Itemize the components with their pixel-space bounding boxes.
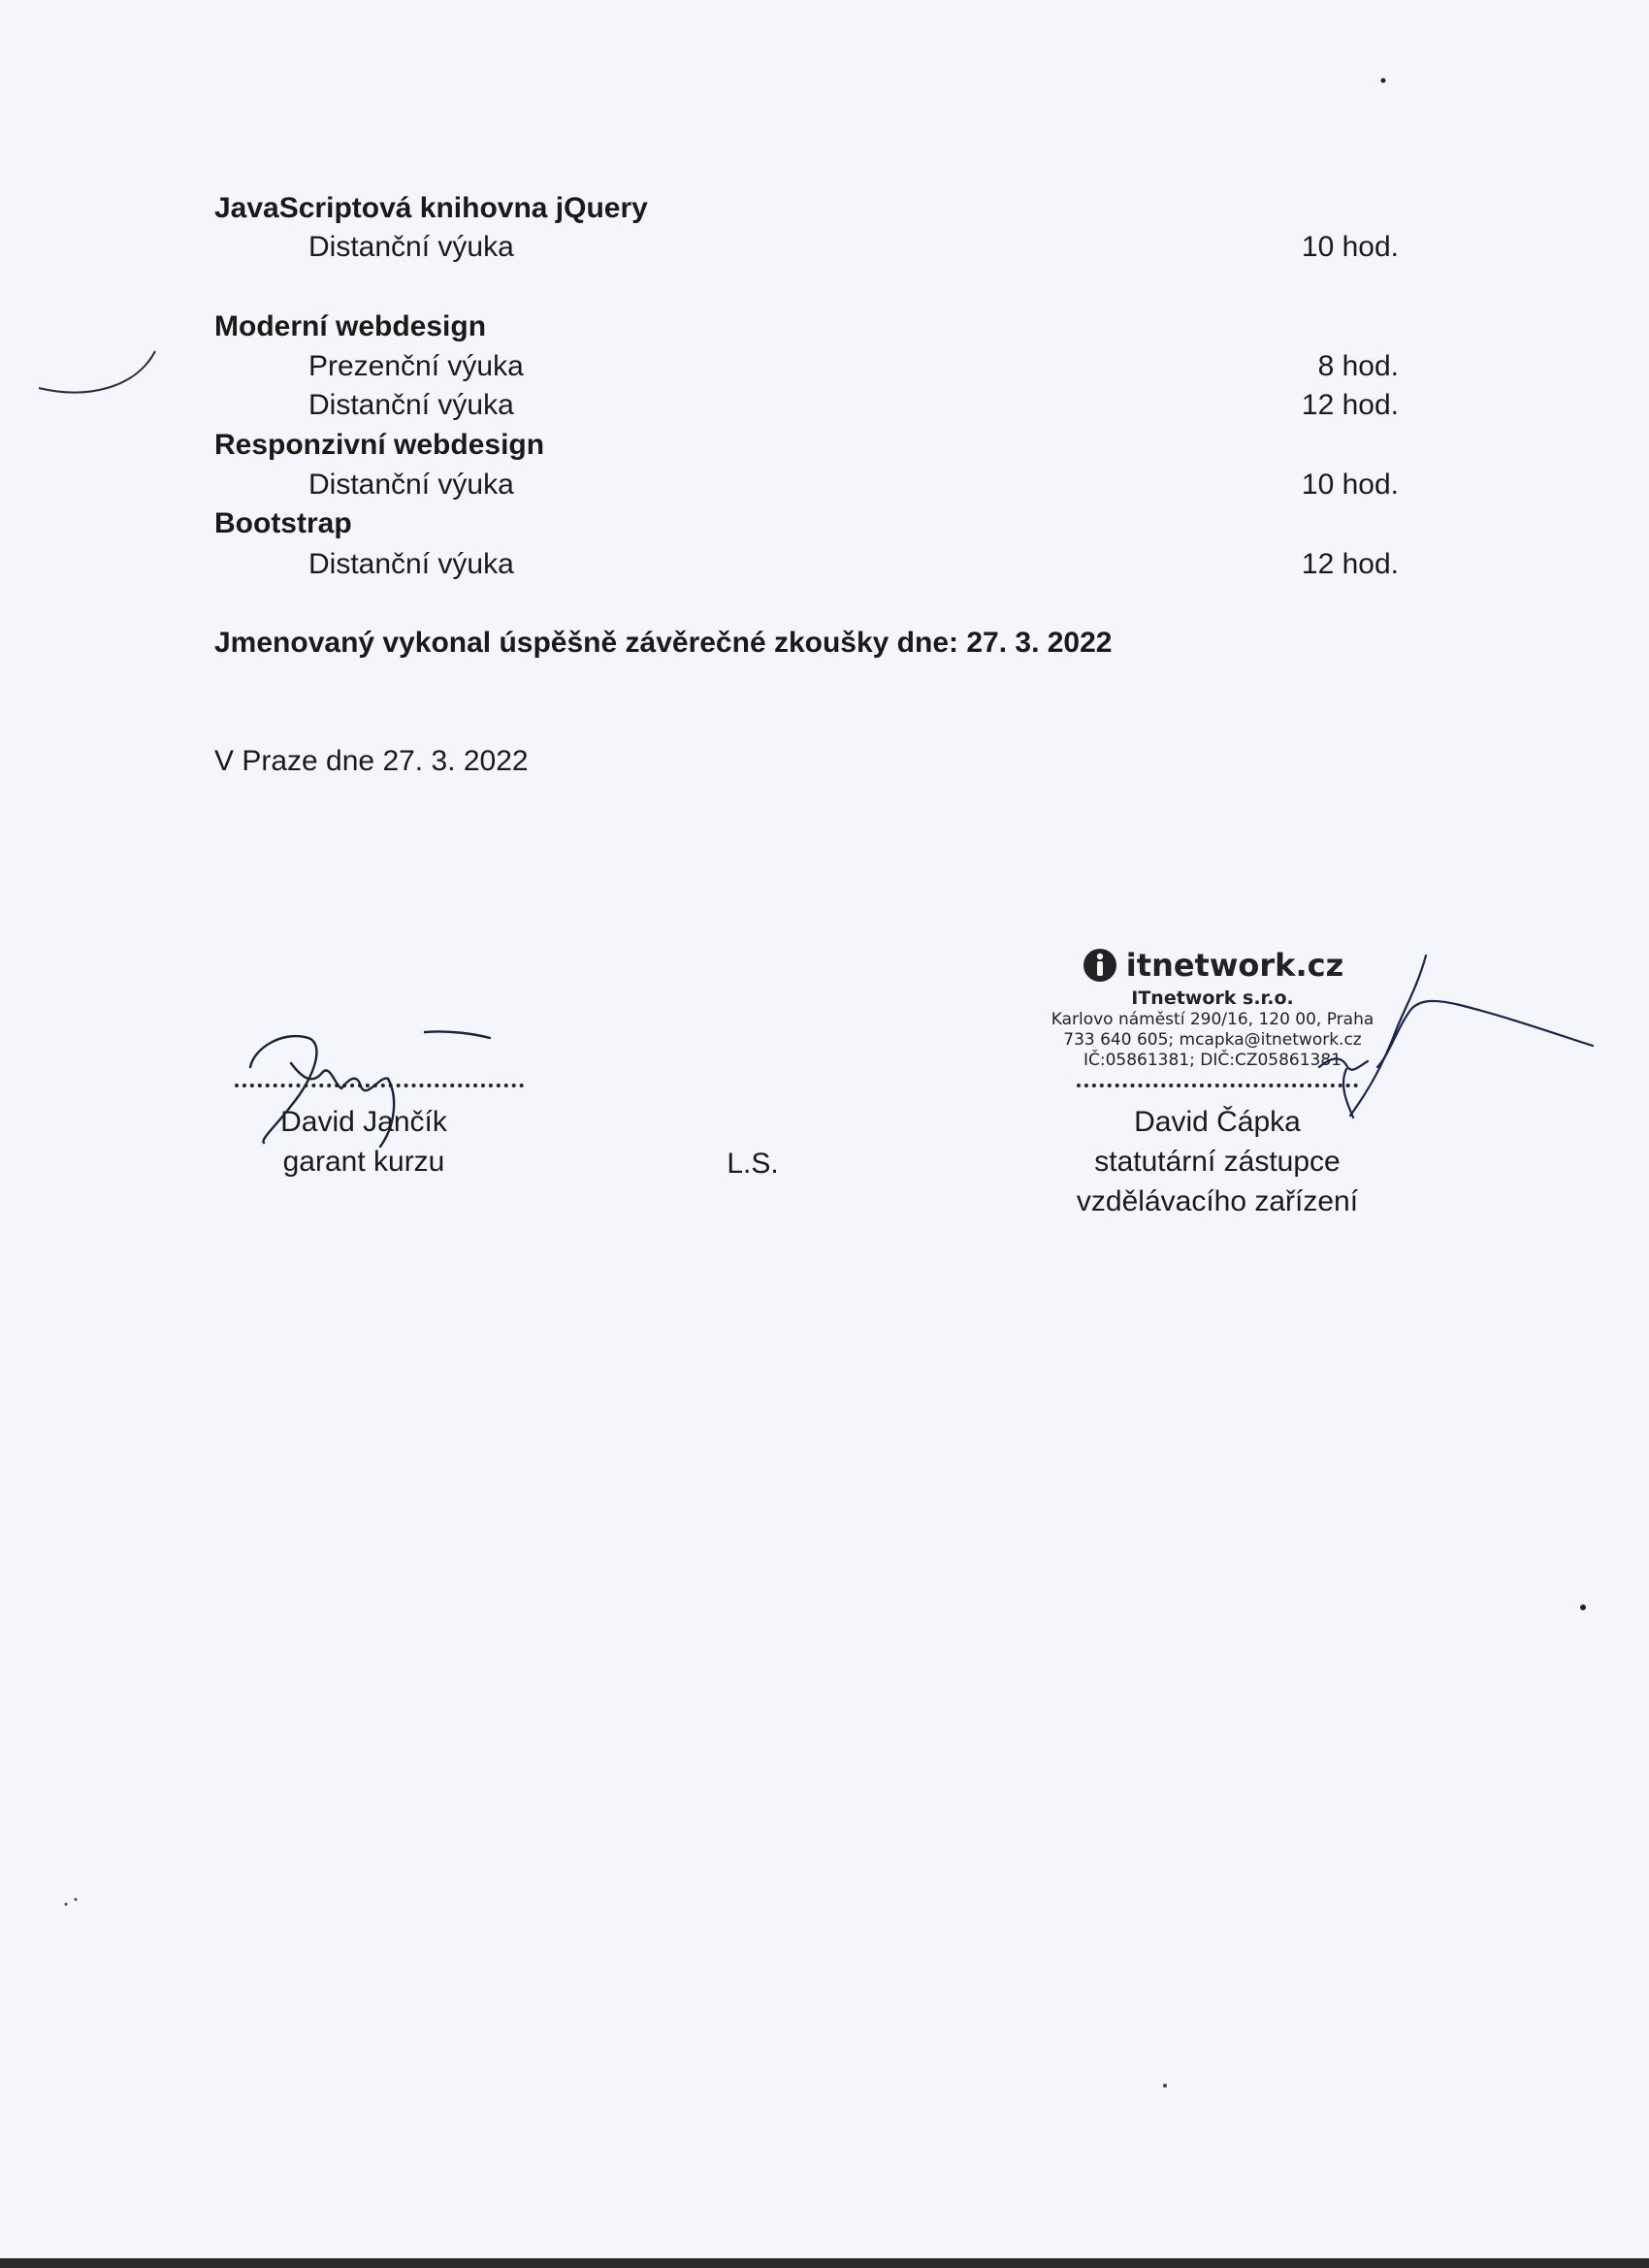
exam-statement: Jmenovaný vykonal úspěšně závěrečné zkoušky dne: 27. 3. 2022 bbox=[214, 627, 1113, 659]
row-label: Distanční výuka bbox=[308, 389, 514, 421]
row-label: Prezenční výuka bbox=[308, 350, 524, 382]
row-label: Distanční výuka bbox=[308, 469, 514, 501]
left-handwritten-signature bbox=[250, 1031, 490, 1147]
row-hours: 12 hod. bbox=[1301, 389, 1399, 421]
scan-bottom-edge bbox=[0, 2258, 1649, 2268]
stamp-contact: 733 640 605; mcapka@itnetwork.cz bbox=[1063, 1030, 1362, 1050]
margin-pen-stroke bbox=[39, 351, 155, 392]
signer-role-left: garant kurzu bbox=[282, 1146, 445, 1178]
stamp-company: ITnetwork s.r.o. bbox=[1131, 988, 1294, 1009]
scan-speck bbox=[1580, 1604, 1586, 1610]
section-title-responsive-webdesign: Responzivní webdesign bbox=[214, 429, 545, 461]
seal-label: L.S. bbox=[727, 1148, 779, 1180]
scan-speck bbox=[1163, 2084, 1167, 2088]
row-hours: 12 hod. bbox=[1301, 548, 1399, 580]
signer-name-right: David Čápka bbox=[1134, 1106, 1301, 1138]
section-title-jquery: JavaScriptová knihovna jQuery bbox=[214, 192, 648, 224]
place-date: V Praze dne 27. 3. 2022 bbox=[214, 745, 529, 777]
right-handwritten-signature bbox=[1319, 956, 1593, 1118]
row-hours: 8 hod. bbox=[1317, 350, 1399, 382]
scan-speck bbox=[1381, 79, 1386, 83]
row-label: Distanční výuka bbox=[308, 548, 514, 580]
signer-role-right-line1: statutární zástupce bbox=[1094, 1146, 1341, 1178]
section-title-bootstrap: Bootstrap bbox=[214, 507, 352, 539]
stamp-brand: itnetwork.cz bbox=[1125, 947, 1344, 984]
row-hours: 10 hod. bbox=[1301, 231, 1399, 263]
stamp-address: Karlovo náměstí 290/16, 120 00, Praha bbox=[1051, 1010, 1374, 1029]
scan-speck bbox=[65, 1903, 68, 1906]
scan-speck bbox=[75, 1898, 78, 1901]
stamp-ids: IČ:05861381; DIČ:CZ05861381 bbox=[1083, 1051, 1342, 1070]
row-label: Distanční výuka bbox=[308, 231, 514, 263]
signer-name-left: David Jančík bbox=[280, 1106, 447, 1138]
signer-role-right-line2: vzdělávacího zařízení bbox=[1076, 1185, 1359, 1217]
section-title-modern-webdesign: Moderní webdesign bbox=[214, 310, 487, 342]
row-hours: 10 hod. bbox=[1301, 469, 1399, 501]
